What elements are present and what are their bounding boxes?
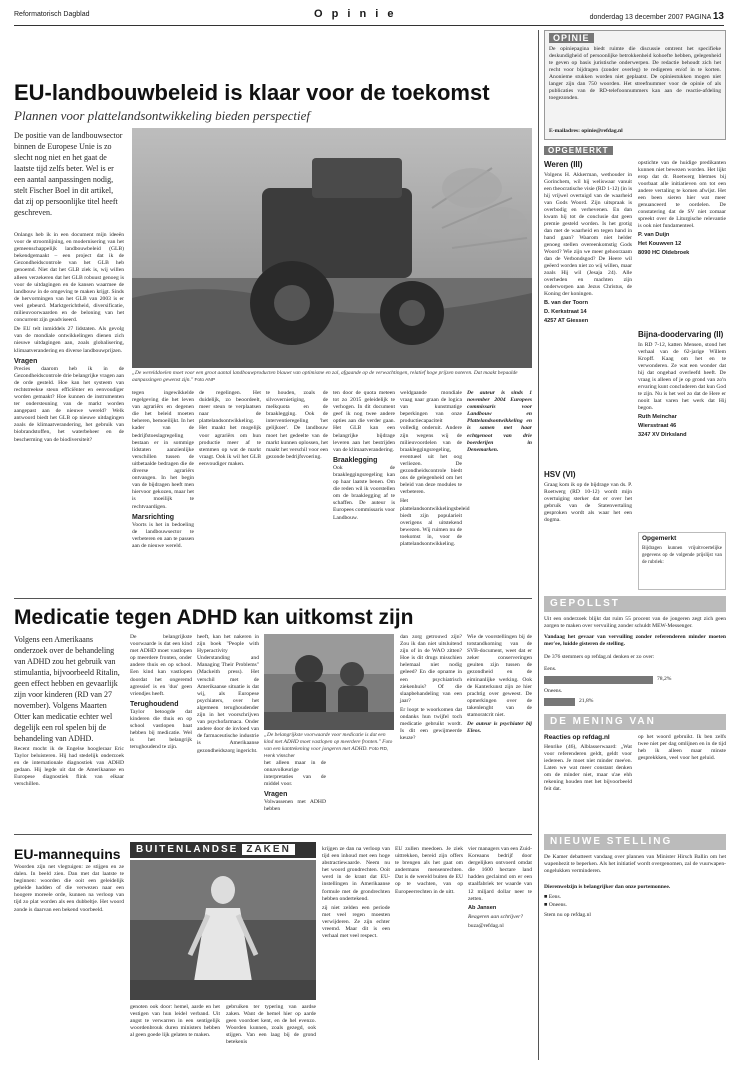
article2-subhead-terughoudend: Terughoudend — [130, 700, 179, 708]
article1-column-2 — [132, 390, 194, 592]
mannequin-photo — [130, 860, 316, 1000]
article2-column-1 — [14, 746, 124, 826]
article1-headline: EU-landbouwbeleid is klaar voor de toekomst — [14, 80, 490, 105]
opinie-box-contact[interactable]: E-mailadres: opinie@refdag.nl — [549, 128, 623, 134]
mening-text-2: op het woord gebruikt. Ik ben zelfs twee niet per dag omlijnen en in de tijd heb ik alleen maar minste gesprekkken, veel voor het geluid. — [638, 734, 726, 761]
letter1-body — [544, 172, 632, 468]
article3-author-name: Ab Jansen — [468, 904, 497, 911]
article3-col1-text: Woorden zijn net vlegtuigen: ze stijgen en ze dalen. In beeld zien. Dan met dat laatste te beginnen: woorden die ooit een geleidelijk gehelde hadden of die verwezen naar een hoogere moreele orde, kunnen na verloop van tijd zo plat worden als een dubbeltje. Het woord zonde is daarvan een bekend voorbeeld. — [14, 864, 124, 913]
opgemerkt-tag: OPGEMERKT — [544, 146, 613, 155]
article2-col3c-text: Volwassenen met ADHD hebben — [264, 799, 326, 813]
stelling-header: NIEUWE STELLING — [544, 834, 726, 850]
poll-question: Vandaag het gevaar van vervuiling zonder referenderen minder moeten mer'ee, luidde gisteren de stelling. — [544, 634, 726, 647]
article2-subhead-vragen: Vragen — [264, 791, 288, 799]
article2-photo-credit: Foto RD, Henk Visscher — [264, 747, 389, 759]
article1-col1-text: Onlangs heb ik in een document mijn ideeën voor de stroomlijning, en modernisering van het gemeenschappelijk landbouwbeleid (GLB) bekendgemaakt – een project dat ik de Gezondheidscontrole van het GLB heb genoemd. Niet dat het GLB ziek is, wij willen alleen verzekeren dat het GLB robuust genoeg is voor de uitdagingen en de kansen waarmee de landbouw in de omgeving te maken krijgt. Sinds de hervormingen van het GLB van 2003 is er veel gebeurd. Marktgerichtheid, diversificatie, milieuvoorwaarden en de beloning van het concurrent zijn geadviseerd. — [14, 232, 124, 324]
article1-col4-text: te houden, zoals de silvovernietiging, de melkquota en de braaklegging. Ook de interventieregeling 'het gelijkoer'. De landbouw moet het gedeelte van de markt kunnen oplossen, het maakt het verschil voor een gezonde bedrijfsvoering. — [266, 390, 328, 460]
article-divider-1 — [14, 598, 532, 599]
article2-col3-text: heeft, kan het nakeren in zijn boek "People with Hyperactivity Understanding and Managing Their Problems" (Mackeith press). Het verschil met de Amerikaanse situatie is dat wij, als Europese psychiaters, over het algemeen terughoudender zijn in het voorschrijven van psychofarmaca. Onder andere door de invloed van de farmaceutische industrie is Amerikaanse gezondheidszorg ingericht. — [197, 634, 259, 754]
article2-headline: Medicatie tegen ADHD kan uitkomst zijn — [14, 606, 414, 629]
letter4-text: In RD 7-12, katten Mensen, stond het verhaal van de 62-jarige Willem Kropff. Kaag om het en te verwonderen. Ze wat een wonder dat hij dat ongehad overleefd heeft. De vraag is alleen of je op grond van zo'n ervaring kunt concluderen dat kun God te zijn. Nu is het wel zo dat de Here er nooit laat varen het werk dat Hij begon. — [638, 342, 726, 411]
article3-photo-caption-a: genoten ook door: hemel, aarde en het vestigen van hun leidel verband. Uit angst te verwarren in een sentigelijk woordenbrouk duren ministers hebben al geen goede lijk gelaten te maken. — [130, 1004, 220, 1039]
article1-subheadline: Plannen voor plattelandsontwikkeling bieden perspectief — [14, 108, 311, 123]
article3-col6-text: vier managers van een Zuid-Koreaans bedrijf door dergelijken ontvoerd omdat die 1600 hectare land hadden geclaimd om er een staalfabriek ter waarde van 12 miljard dollar neer te zetten. — [468, 846, 532, 902]
article2-col2-text: De belangrijkste voorwaarde is dat een kind met ADHD moet vastlopen op meerdere fronten, onder andere thuis en op school. Een kind kan vastlopen doordat het ongeremd agressief is en 'dus' geen vriendjes heeft. — [130, 634, 192, 697]
article3-column-2 — [130, 1004, 220, 1064]
stelling-vote-question: Dierenwelzijn is belangrijker dan onze portemonnee. — [544, 884, 671, 890]
article1-photo-caption — [132, 370, 532, 386]
buitenlandse-zaken-banner — [130, 842, 316, 858]
article3-headline: EU-mannequins — [14, 846, 121, 862]
column-separator — [538, 30, 539, 1060]
article3-author-email[interactable]: buza@refdag.nl — [468, 922, 504, 929]
article1-author-note: De auteur is sinds 1 november 2004 Europees commissaris voor Landbouw en Plattelandsontwikkeling en is samen met haar echtgenoot van drie boerderijen in Denemarken. — [467, 390, 532, 453]
article3-author-role: Reageren aan schrijver? — [468, 913, 524, 920]
tractor-photo-art — [132, 128, 532, 368]
article1-col6b-text: Het plattelandsontwikkelingsbeleid biedt zijn popularieit overigens al uitstekend bewezen. Wij ruimen nu de toekomst in, voor de plattelandsontwikkeling. — [400, 498, 470, 547]
article3-col3-text: krijgen ze dan na verloop van tijd een inhoud met een hoge abstractiewaarde. Neem nu het woord grondrechten. Ooit werd in de krant dat EU-instellingen in Amerikaanse formule met de grondrechten hebben ondertekend. — [322, 846, 390, 902]
article2-col2b-text: Taylor betoogde dat kinderen die thuis en op school vastlopen baat hebben bij medicatie. Wel is het belangrijk terughoudend te zijn. — [130, 708, 192, 751]
mannequin-photo-art — [130, 860, 316, 1000]
article3-column-1 — [14, 864, 124, 1064]
article2-col1-text: Recent mocht ik de Engelse hoogleraar Eric Taylor beluisteren. Hij had stedelijk onderzoek en de internationale diagnostiek van ADHD gedaan. Hij legde uit dat de Amerikaanse en Europese diagnostiek flink van elkaar verschillen. — [14, 746, 124, 788]
article1-subhead-vragen: Vragen — [14, 357, 38, 365]
letter4-signature-city: 3247 XV Dirksland — [638, 432, 687, 438]
article1-column-5 — [333, 390, 395, 592]
article2-column-2 — [130, 634, 192, 826]
stelling-vote-link[interactable]: Stem nu op refdag.nl — [544, 912, 591, 918]
letter4-signature-name: Ruth Meinchar — [638, 414, 677, 420]
article1-caption-text: „De werelddoelen moet voor een groot aantal landbouwproducten blauwt van optimisme en zal, afgaande op de verwachtingen, relatief hoge prijzen noteren. Dat maakt bepaalde aanpassingen gewenst zijn." — [132, 370, 518, 383]
article1-col5b-text: Ook de braakleggingsregeling kan op haar laatste benen. Om die reden wil ik voorstellen om de braaklegging af te schaffen. De auteur is Europees commissaris voor Landbouw. — [333, 464, 395, 521]
banner-left-text: BUITENLANDSE — [136, 844, 239, 855]
letter3-body — [638, 160, 726, 326]
section-name: O p i n i e — [314, 8, 397, 20]
article1-subhead-braaklegging: Braaklegging — [333, 456, 378, 464]
publication-name: Reformatorisch Dagblad — [14, 11, 90, 18]
article3-column-4 — [395, 846, 463, 1064]
poll-intro: Uit een onderzoek blijkt dat ruim 55 procent van de jongeren zegt zich geen zorgen te maken over vervuiling zonder schuldt MEW-Messenger. — [544, 616, 726, 629]
article2-col3b-text: het alleen maar in de onnavolkeurige interpretaties van de middel voor. — [264, 760, 326, 788]
letter1-text: Volgens H. Akkerman, wethouder in Gorinchem, wil hij weliswaar vanuit een theocratische visie (RD 1-12) (in is hij vrijwel overtuigd van de waarheid van Gods Woord. Zijn uitspraak is overbodig en verhevenen. En dan kwam hij tot de conclusie dat geen premie gesteld worden. Is het grotig dan met de waarheid en tegen hand in hand gaan? Waarom niet helder genoeg stellen overeenkomstig Gods Woord? Wie zijn we meer gehoorzaam dan de Verbondsgod? De Heere wil geëerd worden niet zo wij willen, maar zoals Hij wil (Jesaja 24). Alle overheden en machten zijn onderworpen aan Jezus Christus, de Koning der koningen. — [544, 172, 632, 297]
letter1-signature-address: D. Kerkstraat 14 — [544, 309, 587, 315]
article3-photo-caption-b: gebruiken ter typering van aardse zaken. Want de hemel hier op aarde geen voordoet kent, en de hel evenzo. Woorden kunnen, zoals gezegd, ook stijgen. Van een laag bij de grond betekenis — [226, 1004, 316, 1046]
article2-col4b-text: Er loopt te woorkomen dat ondanks hun twijfel toch medicatie gebruikt wordt. Is dit een gewijmeerde keuze? — [400, 706, 462, 742]
article1-lead: De positie van de landbouwsector binnen de Europese Unie is zo slecht nog niet en het gaat de laatste tijd zelfs beter. Wel is er een aantal aanpassingen nodig, stelt Fischer Boel in dit artikel, dat zij op persoonlijke titel heeft geschreven. — [14, 131, 123, 217]
article2-column-4 — [400, 634, 462, 826]
page-number: 13 — [712, 11, 724, 22]
article2-photo-caption — [264, 732, 394, 758]
article1-subhead-marsrichting: Marsrichting — [132, 513, 175, 521]
page-date — [590, 11, 724, 22]
article1-column-4 — [266, 390, 328, 592]
article1-col2b-text: Voorts is het in bedoeling de landbouwsector te verbeteren en aan te passen aan de nieuwe wereld. — [132, 521, 194, 549]
poll-option-2-label: Oneens. — [544, 688, 563, 694]
article2-column-5 — [467, 634, 532, 826]
letter1-signature-city: 4257 AT Giessen — [544, 318, 589, 324]
article1-photo-credit: Foto ANP — [194, 378, 216, 383]
article3-column-3 — [322, 846, 390, 1064]
page-header — [14, 6, 724, 26]
opgemerkt-box-title: Opgemerkt — [642, 535, 677, 542]
article1-column-3 — [199, 390, 261, 592]
article1-column-1 — [14, 232, 124, 592]
article2-column-3b — [264, 760, 326, 826]
opinie-tag: OPINIE — [549, 33, 594, 43]
letter1-title: Weren (III) — [544, 160, 583, 169]
article2-caption-text: „De belangrijkste voorwaarde voor medicatie is dat een kind met ADHD moet vastlopen op meerdere fronten." Foto van een kanttekening voor jongeren met ADHD. — [264, 732, 393, 752]
article1-column-6 — [400, 390, 470, 592]
stelling-option-b-label: Oneens. — [548, 902, 567, 908]
poll-option-2-bar — [544, 698, 575, 706]
stelling-option-a-label: Eens. — [548, 894, 562, 900]
banner-right-text: ZAKEN — [242, 844, 294, 855]
article2-col5-text: Wie de voorstellingen bij de totstandkoming van de SVB-document, weet dat er zeker conserveringen geuiten zijn tussen de gezondheid en de eiminanlijke werking. Ook de Kanterkunst zijn ze hier prachtig over geweest. De opmerkingen over de takenlenght van de stamoratcrit niet. — [467, 634, 532, 719]
stelling-option-a[interactable]: ■ Eens. — [544, 894, 562, 900]
letter4-signature-address: Wiersstraat 46 — [638, 423, 677, 429]
letter4-title: Bijna-doodervaring (II) — [638, 330, 724, 339]
article3-col5-text: EU zullen meedoen. Je ziek uittrekken, bereid zijn offers te brengen als het gaat om andermans mensenrechten. Dat is de wereld buiten de EU op te wachten, van op Europeerrechten in de uitt. — [395, 846, 463, 895]
letter4-body — [638, 342, 726, 528]
article1-col5-text: ten door de quota meteen tot zo 2015 geleidelijk te verhogen. In dit document geef ik nog twee andere opties aan die verder gaan. Het GLB kan een belangrijke bijdrage leveren aan het bestrijden van de klimaatverandering. — [333, 390, 395, 453]
letter3-signature-city: 8090 HC Oldebroek — [638, 250, 690, 256]
stelling-option-b[interactable]: ■ Oneens. — [544, 902, 567, 908]
letter2-body: Graag kom ik op de bijdrage van ds. P. Roetwerg (RD 10-12) wordt mijn overtuiging sterker dat er over het gebruik van de Statenvertaling gesproken wordt als waar het een dogma. — [544, 482, 632, 523]
article-divider-2 — [14, 834, 532, 835]
date-text: donderdag 13 december 2007 — [589, 14, 684, 21]
mening-header: DE MENING VAN — [544, 714, 726, 730]
letter3-text: opstichte van de huidige predikanten kunnen niet bewezen worden. Het lijkt erop dat dr. Roetwerg bletmes bij voorbaat alle initiatieven om tot een andere vertaling te komen afwijst. Het een been sieren hier wat meer genuanceerd te oordelen. De constatering dat de SV niet zomaar spreekt over de Liturgische relevantie is ook niet fundamenteel. — [638, 160, 726, 229]
article1-col3-text: de regelingen. Het duidelijk, zo beoordeelt, meer steun te verplaatsen naar de plattelandsontwikkeling. Het maakt het mogelijk voor agrariërs om hun productie meer af te stemmen op wat de markt vraagt. Ook ik wil het GLB eenvoudiger maken. — [199, 390, 261, 467]
article2-lead: Volgens een Amerikaans onderzoek over de behandeling van ADHD zou het gebruik van stimulantia, bijvoorbeeld Ritalin, geen effect hebben en gevaarlijk zijn voor kinderen (RD van 27 november). Volgens Maarten Otter kan medicatie echter wel degelijk een rol spelen bij de behandeling van ADHD. — [14, 635, 120, 743]
poll-option-1-bar — [544, 676, 653, 684]
article1-col1b-text: De EU telt inmiddels 27 lidstaten. Als gevolg van de mondiale ontwikkelingen dienen zich nieuwe uitdagingen aan, zoals globalisering, klimaatverandering en diverse landbouwprijzen. — [14, 326, 124, 354]
article1-col1c-text: Precies daarom heb ik in de Gezondheidscontrole drie belangrijke vragen aan de orde gesteld. Hoe kan het systeem van rechtstreekse steun efficiënter en eenvoudiger worden gemaakt? Hoe kunnen de instrumenten ter ondersteuning van de markt worden aangepast aan de nieuwe wereld? Welk antwoord biedt het GLB op nieuwe uitdagingen zoals de klimaatverandering, het gebruik van biobrandstoffen, het waterbeheer en de bescherming van de biodiversiteit? — [14, 365, 124, 443]
article3-column-2b — [226, 1004, 316, 1064]
tractor-photo — [132, 128, 532, 368]
opgemerkt-box-text: Bijdragen kunnen vrijuitvoertelijke gegevens op de volgende prijslijst van de rubriek: — [642, 546, 722, 565]
letter2-title: HSV (VI) — [544, 470, 576, 479]
article2-col4-text: dan zorg getrouwd zijn? Zou ik dan niet uitsluitend zijn of in de WAO zitten? Hoe is dit drugs misschien helemaal niet nodig geleed? En die opname in een psychiatrisch ziekenhuis? Of die slaapbehandeling van een jaar? — [400, 634, 462, 704]
article2-author-note: De auteur is psychiater bij Eleos. — [467, 721, 532, 735]
page-label: PAGINA — [685, 14, 711, 21]
article1-column-7 — [467, 390, 532, 592]
poll-option-2-percent: 21,8% — [579, 698, 594, 704]
poll-option-1-label: Eens. — [544, 666, 557, 672]
mening-text-1: Henrike (46), Alblasserwaard: „Wat voor referenderen geldt, geldt voor iedereen. Je moet niet minder mee'en. Laten we wat meer constant denken om de minder niet, maar u'ae ehh rekening houden met het bijvoorbeeld feit dat. — [544, 744, 632, 792]
adhd-photo-art — [264, 634, 394, 730]
opinie-box-text: De opiniepagina biedt ruimte die discussie omtrent het specifieke deskundigheid of persoonlijke betrokkenheid kohoefte hebben, gelegenheid te geven op basis juristische onderwerpen. De redactie behoudt zich het recht voor bijdragen (zonder overleg) te redigeren en/of in te korten. Anonieme stukken worden niet geplaatst. De opiniestukken mogen niet langer zijn dan 750 woorden. Het streefnummer voor de opinie of als publicaties van de RD-telefoonnummers kan aan de reactie-afdeling toegezonden. — [549, 46, 721, 101]
article2-column-3 — [197, 634, 259, 826]
poll-count: De 376 stemmers op refdag.nl denken er zo over: — [544, 654, 655, 660]
article3-col4-text: zij niet zelden een periode met veel regen moesten verwijderen. Ze zijn echter vreemd. Maar dit is een verhaal met veel respect. — [322, 904, 390, 940]
article1-col2-text: tegen ingewikkelde regelgeving die het leven van agrariërs en degenen die het beleid moeten beheren, bemoeilijkt. In het kader van de bedrijfstoeslagregeling bestaan er in sommige lidstaten aanzienlijke verschillen tussen de uitbetaalde bedragen die de diverse agrariërs ontvangen. In het begin van de bijdragen heeft men hiervoor gekozen, maar het is moeilijk te rechtvaardigen. — [132, 390, 194, 510]
article3-column-5 — [468, 846, 532, 1064]
poll-header: GEPOLLST — [544, 596, 726, 612]
stelling-text: De Kamer debatteert vandaag over plannen van Minister Hirsch Ballin om het wapenbezit te beperken. Als het initiatief wordt overgenomen, zal de vuurwapen-ongelukken verminderen. — [544, 854, 726, 874]
adhd-photo — [264, 634, 394, 730]
letter3-signature-name: P. van Duijn — [638, 232, 670, 238]
letter1-signature-name: B. van der Toorn — [544, 300, 589, 306]
mening-title: Reacties op refdag.nl — [544, 734, 610, 741]
article1-col6-text: weldgaande mondiale vraag naar graan de logica van kunstmatige beperkingen van onze productiecapaciteit volledig onderuit. Andere zijn wegens wij de milieuvoordelen van de braakleggingsregeling, eventueel uit het oog verliezen. De gezondheidscontrole biedt ons de gelegenheid om het beleid van deze modules te verbeteren. — [400, 390, 462, 496]
letter3-signature-address: Het Kouwven 12 — [638, 241, 682, 247]
poll-option-1-percent: 78,2% — [657, 676, 672, 682]
